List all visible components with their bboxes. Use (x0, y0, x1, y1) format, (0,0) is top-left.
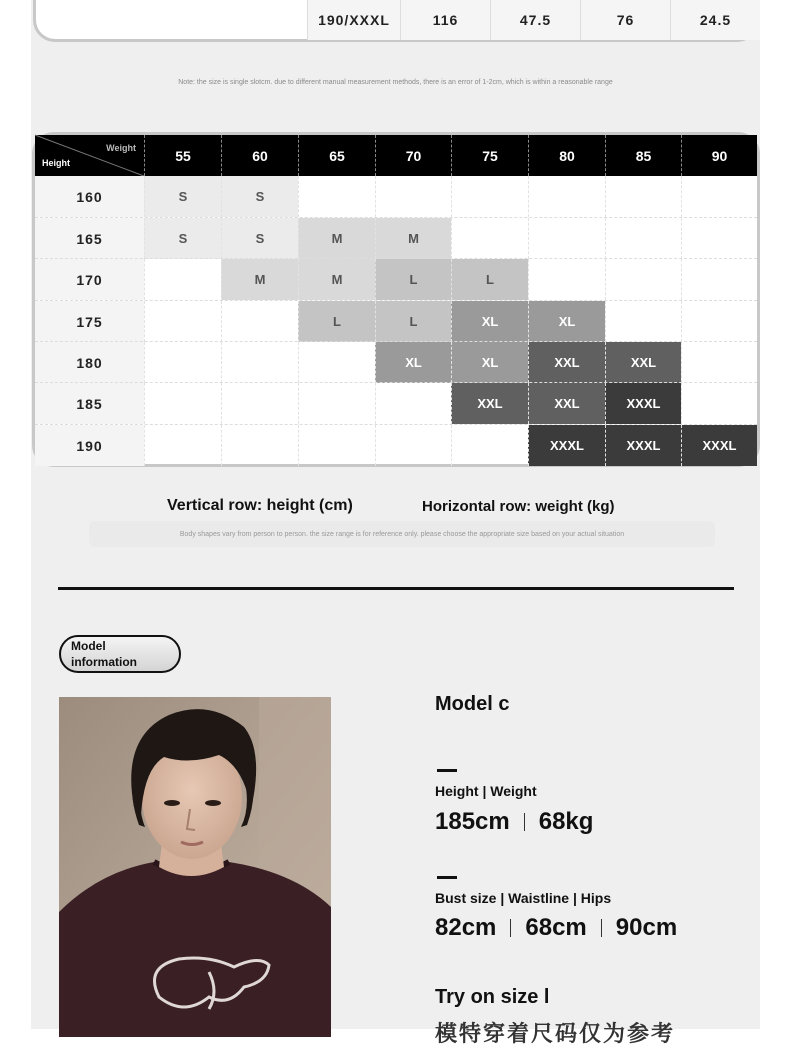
empty-cell (298, 425, 375, 466)
empty-cell (681, 301, 757, 342)
empty-cell (528, 218, 605, 259)
section-divider (58, 587, 734, 590)
empty-cell (681, 176, 757, 217)
model-weight: 68kg (538, 808, 594, 835)
size-cell-xxl: XXL (528, 383, 605, 424)
value-separator (524, 813, 525, 831)
table-cell: 116 (400, 0, 490, 40)
empty-cell (605, 176, 681, 217)
measurement-note: Note: the size is single slotcm. due to different manual measurement methods, there is an error of 1-2cm, which is within a reasonable range (178, 79, 613, 86)
accent-dash (437, 876, 457, 879)
model-name: Model c (435, 693, 510, 715)
size-cell-l: L (375, 301, 451, 342)
table-row (35, 382, 757, 423)
model-portrait-image (59, 697, 331, 1037)
corner-weight-label: Weight (106, 143, 136, 153)
size-cell-s: S (221, 176, 298, 217)
size-cell-xxl: XXL (605, 342, 681, 383)
try-on-size: Try on size l (435, 986, 550, 1008)
table-cell: 76 (580, 0, 670, 40)
table-row (35, 424, 757, 465)
size-cell-m: M (298, 259, 375, 300)
empty-cell (221, 301, 298, 342)
height-label-175: 175 (35, 301, 144, 342)
empty-cell (144, 383, 221, 424)
size-cell-xl: XL (451, 342, 528, 383)
size-cell-m: M (375, 218, 451, 259)
weight-header-85: 85 (605, 135, 681, 176)
model-bust: 82cm (435, 914, 497, 941)
weight-header-70: 70 (375, 135, 451, 176)
height-label-185: 185 (35, 383, 144, 424)
empty-cell (605, 301, 681, 342)
table-cell-size: 190/XXXL (307, 0, 400, 40)
size-cell-xl: XL (451, 301, 528, 342)
height-weight-label: Height | Weight (435, 783, 537, 799)
diagonal-divider (35, 135, 144, 176)
body-shape-note (89, 521, 715, 547)
size-cell-l: L (451, 259, 528, 300)
weight-header-80: 80 (528, 135, 605, 176)
badge-line-2: information (71, 655, 137, 669)
size-cell-xl: XL (528, 301, 605, 342)
weight-header-90: 90 (681, 135, 757, 176)
empty-cell (681, 218, 757, 259)
value-separator (510, 919, 511, 937)
height-label-160: 160 (35, 176, 144, 217)
empty-cell (605, 218, 681, 259)
model-waist: 68cm (525, 914, 587, 941)
measurements-values (435, 914, 677, 942)
table-row (35, 176, 757, 217)
size-cell-xxxl: XXXL (605, 425, 681, 466)
table-cell: 24.5 (670, 0, 760, 40)
legend-vertical: Vertical row: height (cm) (167, 497, 353, 514)
size-cell-s: S (144, 176, 221, 217)
table-row (35, 217, 757, 258)
empty-cell (144, 301, 221, 342)
empty-cell (528, 176, 605, 217)
empty-cell (221, 425, 298, 466)
legend-horizontal: Horizontal row: weight (kg) (422, 498, 615, 515)
table-row (307, 0, 760, 40)
model-hips: 90cm (615, 914, 678, 941)
measurements-label: Bust size | Waistline | Hips (435, 890, 612, 906)
empty-cell (528, 259, 605, 300)
product-detail-page (31, 0, 760, 1046)
height-label-180: 180 (35, 342, 144, 383)
accent-dash (437, 769, 457, 772)
model-height: 185cm (435, 808, 510, 835)
empty-cell (221, 342, 298, 383)
corner-height-label: Height (42, 158, 70, 168)
empty-cell (298, 383, 375, 424)
empty-cell (375, 176, 451, 217)
size-cell-m: M (298, 218, 375, 259)
empty-cell (221, 383, 298, 424)
model-information-badge (59, 635, 181, 673)
height-label-165: 165 (35, 218, 144, 259)
size-cell-xxxl: XXXL (528, 425, 605, 466)
empty-cell (681, 383, 757, 424)
size-cell-xxxl: XXXL (605, 383, 681, 424)
weight-header-60: 60 (221, 135, 298, 176)
empty-cell (144, 425, 221, 466)
empty-cell (681, 342, 757, 383)
size-recommendation-grid (32, 132, 760, 467)
table-row (35, 341, 757, 382)
empty-cell (681, 259, 757, 300)
grid-corner (35, 135, 144, 176)
size-reference-note-cn: 模特穿着尺码仅为参考 (435, 1021, 676, 1046)
empty-cell (605, 259, 681, 300)
empty-cell (298, 176, 375, 217)
size-cell-xxl: XXL (451, 383, 528, 424)
size-cell-s: S (221, 218, 298, 259)
weight-header-65: 65 (298, 135, 375, 176)
grid-header (35, 135, 757, 176)
empty-cell (451, 218, 528, 259)
weight-header-75: 75 (451, 135, 528, 176)
body-shape-note-text: Body shapes vary from person to person. the size range is for reference only. please choose the appropriate size based on your actual situation (179, 530, 625, 538)
empty-cell (451, 176, 528, 217)
empty-cell (298, 342, 375, 383)
badge-line-1: Model (71, 639, 106, 653)
size-cell-xxl: XXL (528, 342, 605, 383)
height-weight-values (435, 808, 593, 836)
size-cell-s: S (144, 218, 221, 259)
weight-header-55: 55 (144, 135, 221, 176)
size-cell-m: M (221, 259, 298, 300)
size-cell-xl: XL (375, 342, 451, 383)
measurement-table (33, 0, 759, 42)
size-cell-l: L (298, 301, 375, 342)
empty-cell (375, 383, 451, 424)
size-cell-xxxl: XXXL (681, 425, 757, 466)
height-label-170: 170 (35, 259, 144, 300)
table-row (35, 300, 757, 341)
height-label-190: 190 (35, 425, 144, 466)
size-cell-l: L (375, 259, 451, 300)
empty-cell (144, 259, 221, 300)
empty-cell (451, 425, 528, 466)
empty-cell (375, 425, 451, 466)
model-photo (59, 697, 331, 1037)
table-row (35, 258, 757, 299)
empty-cell (144, 342, 221, 383)
table-cell: 47.5 (490, 0, 580, 40)
value-separator (601, 919, 602, 937)
